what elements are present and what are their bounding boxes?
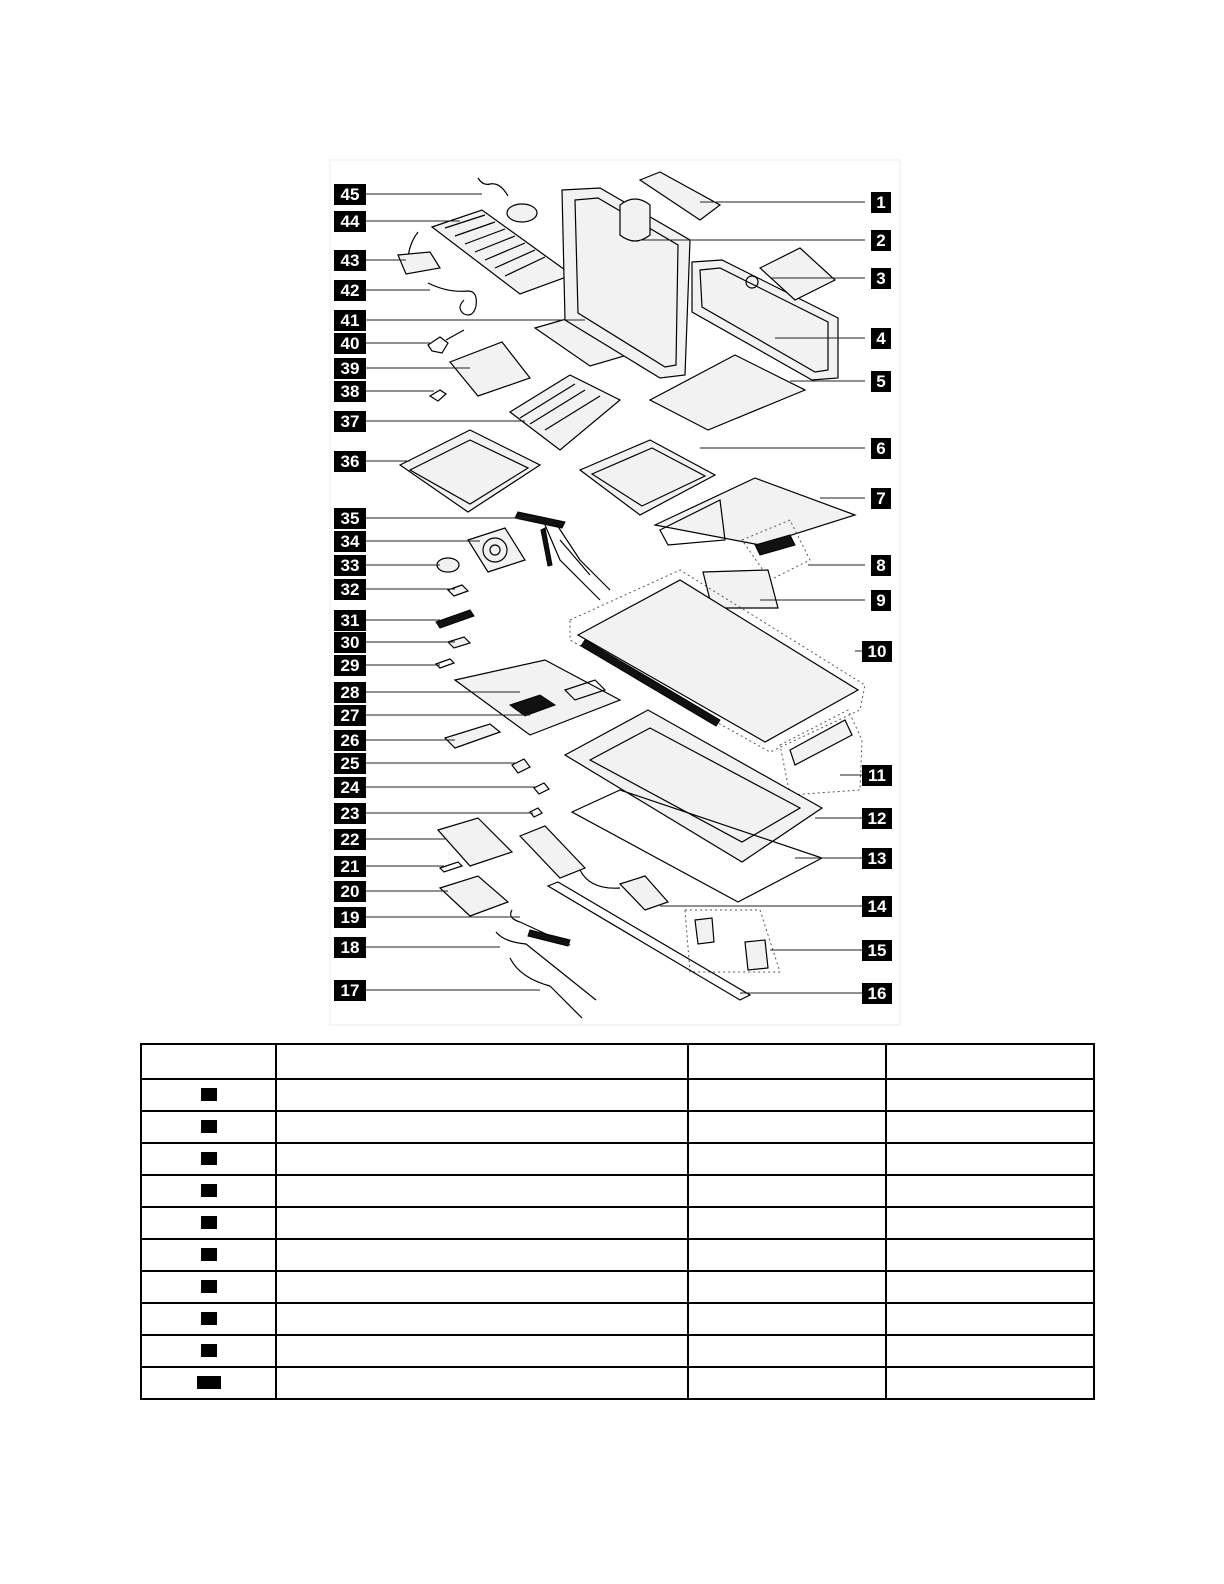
svg-text:39: 39: [340, 359, 360, 378]
description-cell: [276, 1303, 688, 1335]
table-cell: [886, 1079, 1094, 1111]
table-cell: [886, 1143, 1094, 1175]
callout-34: [334, 531, 366, 552]
callout-37: [334, 411, 366, 432]
callouts-right: [862, 192, 892, 1004]
svg-text:14: 14: [867, 897, 887, 916]
callout-2: [871, 230, 891, 251]
callout-5: [871, 371, 891, 392]
callout-33: [334, 555, 366, 576]
svg-text:11: 11: [868, 766, 886, 785]
callout-8: [871, 555, 891, 576]
callout-35: [334, 508, 366, 529]
index-badge: [197, 1376, 221, 1389]
svg-text:9: 9: [876, 591, 886, 610]
callout-26: [334, 730, 366, 751]
header-cell: [141, 1044, 276, 1079]
svg-text:44: 44: [340, 212, 360, 231]
svg-text:37: 37: [340, 412, 360, 431]
callout-14: [862, 896, 892, 917]
callout-7: [871, 488, 891, 509]
index-cell: [141, 1367, 276, 1399]
index-cell: [141, 1335, 276, 1367]
svg-text:4: 4: [876, 329, 886, 348]
svg-text:12: 12: [867, 809, 887, 828]
callout-28: [334, 682, 366, 703]
table-cell: [886, 1367, 1094, 1399]
table-row: [141, 1335, 1094, 1367]
drive-bay-part: [510, 375, 620, 450]
heatsink-part: [515, 512, 610, 600]
description-cell: [276, 1239, 688, 1271]
svg-text:8: 8: [876, 556, 886, 575]
svg-text:10: 10: [867, 642, 887, 661]
cable-17-part: [510, 958, 582, 1018]
stand-b-part: [692, 248, 838, 380]
index-badge: [201, 1344, 217, 1357]
callout-29: [334, 655, 366, 676]
svg-text:17: 17: [340, 981, 360, 1000]
table-row: [141, 1143, 1094, 1175]
header-cell: [276, 1044, 688, 1079]
svg-text:33: 33: [340, 556, 360, 575]
callout-4: [871, 328, 891, 349]
table-cell: [886, 1271, 1094, 1303]
callouts-left: [334, 184, 366, 1001]
callout-36: [334, 451, 366, 472]
callout-15: [862, 940, 892, 961]
svg-text:40: 40: [340, 334, 360, 353]
callout-27: [334, 705, 366, 726]
index-badge: [201, 1088, 217, 1101]
table-row: [141, 1175, 1094, 1207]
callout-13: [862, 848, 892, 869]
index-cell: [141, 1175, 276, 1207]
callout-30: [334, 632, 366, 653]
index-badge: [201, 1184, 217, 1197]
svg-text:32: 32: [340, 580, 360, 599]
table-cell: [886, 1335, 1094, 1367]
bracket-15a: [695, 918, 714, 944]
callout-24: [334, 777, 366, 798]
svg-text:41: 41: [340, 311, 360, 330]
svg-text:34: 34: [340, 532, 360, 551]
svg-text:16: 16: [867, 984, 887, 1003]
callout-16: [862, 983, 892, 1004]
fan-part: [468, 528, 525, 572]
svg-text:42: 42: [340, 281, 360, 300]
callout-40: [334, 333, 366, 354]
table-cell: [886, 1303, 1094, 1335]
index-badge: [201, 1312, 217, 1325]
table-row: [141, 1207, 1094, 1239]
callout-43: [334, 250, 366, 271]
memory-part: [445, 724, 500, 748]
callout-21: [334, 856, 366, 877]
small-bracket-part: [428, 330, 464, 353]
table-cell: [688, 1111, 886, 1143]
table-row: [141, 1079, 1094, 1111]
svg-text:5: 5: [876, 372, 886, 391]
svg-text:27: 27: [340, 706, 360, 725]
table-cell: [688, 1303, 886, 1335]
table-cell: [688, 1207, 886, 1239]
svg-text:25: 25: [340, 754, 360, 773]
svg-text:7: 7: [876, 489, 886, 508]
description-cell: [276, 1175, 688, 1207]
callout-31: [334, 610, 366, 631]
table-header-row: [141, 1044, 1094, 1079]
index-cell: [141, 1207, 276, 1239]
svg-text:43: 43: [340, 251, 360, 270]
svg-text:18: 18: [340, 938, 360, 957]
index-badge: [201, 1216, 217, 1229]
header-cell: [886, 1044, 1094, 1079]
index-cell: [141, 1111, 276, 1143]
svg-text:26: 26: [340, 731, 360, 750]
svg-text:21: 21: [340, 857, 360, 876]
description-cell: [276, 1207, 688, 1239]
bracket-15b: [745, 940, 768, 970]
callout-42: [334, 280, 366, 301]
table-cell: [688, 1271, 886, 1303]
callout-22: [334, 829, 366, 850]
index-badge: [201, 1120, 217, 1133]
table-row: [141, 1239, 1094, 1271]
callout-10: [862, 641, 892, 662]
svg-text:30: 30: [340, 633, 360, 652]
svg-text:22: 22: [340, 830, 360, 849]
small-card-part: [448, 585, 468, 596]
table-row: [141, 1303, 1094, 1335]
table-cell: [688, 1079, 886, 1111]
optical-drive-part: [450, 342, 530, 396]
callout-6: [871, 438, 891, 459]
callout-12: [862, 808, 892, 829]
svg-text:2: 2: [876, 231, 886, 250]
keyboard-part: [432, 210, 572, 294]
table-cell: [688, 1239, 886, 1271]
svg-text:1: 1: [876, 193, 886, 212]
description-cell: [276, 1367, 688, 1399]
svg-text:20: 20: [340, 882, 360, 901]
cable-connector-19: [528, 930, 570, 946]
callout-18: [334, 937, 366, 958]
frame-part: [580, 440, 715, 515]
description-cell: [276, 1271, 688, 1303]
table-cell: [886, 1239, 1094, 1271]
callout-32: [334, 579, 366, 600]
small-latch-part: [430, 390, 446, 401]
svg-text:23: 23: [340, 804, 360, 823]
svg-text:38: 38: [340, 382, 360, 401]
svg-text:28: 28: [340, 683, 360, 702]
description-cell: [276, 1079, 688, 1111]
svg-text:13: 13: [867, 849, 887, 868]
header-cell: [688, 1044, 886, 1079]
callout-1: [871, 192, 891, 213]
table-cell: [886, 1111, 1094, 1143]
index-badge: [201, 1152, 217, 1165]
callout-3: [871, 268, 891, 289]
connector-part: [436, 659, 454, 668]
power-adapter-part: [398, 232, 440, 274]
index-badge: [201, 1280, 217, 1293]
io-bracket-part: [512, 759, 530, 773]
callout-20: [334, 881, 366, 902]
svg-text:6: 6: [876, 439, 886, 458]
callout-9: [871, 590, 891, 611]
callout-44: [334, 211, 366, 232]
middle-frame-part: [565, 710, 822, 862]
index-cell: [141, 1271, 276, 1303]
callout-11: [862, 765, 892, 786]
svg-text:3: 3: [876, 269, 886, 288]
index-cell: [141, 1143, 276, 1175]
svg-text:15: 15: [867, 941, 887, 960]
ssd-part: [436, 610, 474, 628]
io-board-11: [790, 720, 852, 765]
callout-19: [334, 907, 366, 928]
callout-41: [334, 310, 366, 331]
svg-text:35: 35: [340, 509, 360, 528]
index-badge: [201, 1248, 217, 1261]
callout-23: [334, 803, 366, 824]
small-part-21: [440, 862, 462, 872]
table-row: [141, 1111, 1094, 1143]
callout-25: [334, 753, 366, 774]
index-cell: [141, 1079, 276, 1111]
speaker-part: [520, 826, 668, 910]
motherboard-part: [455, 660, 620, 735]
hdd-cage-part: [438, 818, 512, 866]
part-drawings: [398, 172, 865, 1018]
svg-text:31: 31: [340, 611, 360, 630]
callout-39: [334, 358, 366, 379]
svg-text:24: 24: [340, 778, 360, 797]
svg-text:36: 36: [340, 452, 360, 471]
rear-tray-part: [400, 430, 540, 512]
index-cell: [141, 1303, 276, 1335]
description-cell: [276, 1111, 688, 1143]
table-cell: [886, 1207, 1094, 1239]
table-cell: [688, 1335, 886, 1367]
table-cell: [688, 1143, 886, 1175]
parts-table: [140, 1043, 1095, 1400]
table-row: [141, 1271, 1094, 1303]
coin-battery-part: [437, 558, 459, 572]
description-cell: [276, 1143, 688, 1175]
svg-text:45: 45: [340, 185, 360, 204]
description-cell: [276, 1335, 688, 1367]
callout-17: [334, 980, 366, 1001]
table-row: [141, 1367, 1094, 1399]
callout-38: [334, 381, 366, 402]
svg-text:19: 19: [340, 908, 360, 927]
power-cord-part: [428, 283, 476, 315]
index-cell: [141, 1239, 276, 1271]
small-bracket-24: [534, 783, 549, 794]
table-cell: [688, 1175, 886, 1207]
callout-45: [334, 184, 366, 205]
table-cell: [688, 1367, 886, 1399]
svg-text:29: 29: [340, 656, 360, 675]
hdd-part: [440, 876, 508, 916]
table-cell: [886, 1175, 1094, 1207]
